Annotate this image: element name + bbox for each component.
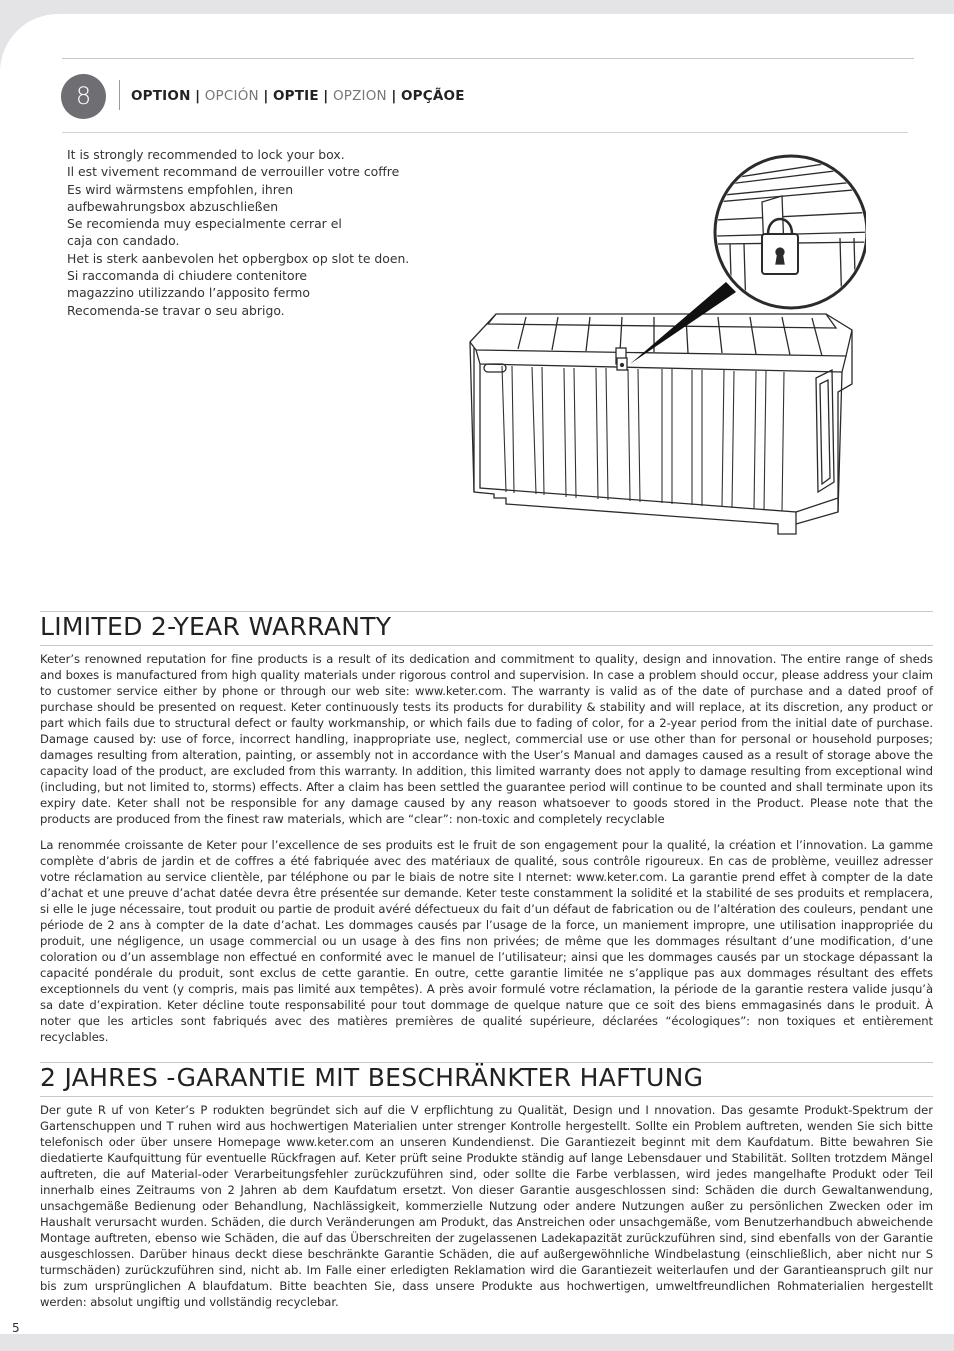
storage-box-icon bbox=[470, 314, 852, 534]
option-label-en: OPTION bbox=[131, 88, 191, 104]
instruction-line: caja con candado. bbox=[67, 233, 180, 249]
section-divider bbox=[40, 1096, 933, 1097]
warranty-text-en: Keter’s renowned reputation for fine products is a result of its dedication and commitment to quality, design and innovation. The entire range of sheds and boxes is manufactured from high quality materials under rigorous control and supervision. In case a problem should occur, please address your claim to customer service either by phone or through our web site: www.keter.com. The warranty is valid as of the date of purchase and a dated proof of purchase should be presented on request. Keter continuously tests its products for durability & stability and will replace, at its discretion, any product or part which fails due to structural defect or faulty workmanship, or which fails due to fading of color, for a 2-year period from the initial date of purchase. Damage caused by: use of force, incorrect handling, inappropriate use, neglect, commercial use or use other than for personal or household purposes; damages resulting from alteration, painting, or assembly not in accordance with the User’s Manual and damages caused as a result of storage above the capacity load of the product, are excluded from this warranty. In addition, this limited warranty does not apply to damage resulting from exceptional wind (including, but not limited to, storms) effects. After a claim has been settled the guarantee period will continue to be counted and shall terminate upon its expiry date. Keter shall not be responsible for any damage caused by any reason whatsoever to goods stored in the Product. Please note that the products are produced from the finest raw materials, which are “clear”: non-toxic and completely recyclable bbox=[40, 652, 933, 826]
instruction-line: Es wird wärmstens empfohlen, ihren bbox=[67, 181, 294, 197]
option-label-it: OPZION bbox=[332, 88, 387, 104]
warranty-text-fr: La renommée croissante de Keter pour l’excellence de ses produits est le fruit de son engagement pour la qualité, la création et l’innovation. La gamme complète d’abris de jardin et de coffres a été fabriquée avec des matériaux de qualité, sous contrôle rigoureux. En cas de problème, veuillez adresser votre réclamation au service clientèle, par téléphone ou par le biais de notre site I nternet: www.keter.com. La garantie prend effet à compter de la date d’achat et une preuve d’achat datée devra être présentée sur demande. Keter teste constamment la solidité et la stabilité de ses produits et remplacera, si elle le juge nécessaire, tout produit ou partie de produit avéré défectueux du fait d’un défaut de fabrication ou de l’altération des couleurs, pendant une période de 2 ans à compter de la date d’achat. Les dommages causés par l’usage de la force, un maniement impropre, une utilisation inappropriée du produit, une négligence, un usage commercial ou un usage à des fins non privées; de même que les dommages résultant d’une modification, d’une coloration ou d’un assemblage non effectué en conformité avec le manuel de l’utilisateur; ainsi que les dommages causés par un stockage dépassant la capacité pondérale du produit, sont exclus de cette garantie. En outre, cette garantie limitée ne s’applique pas aux dommages résultant des effets exceptionnels du vent (y compris, mais pas limité aux tempêtes). A près avoir formulé votre réclamation, la période de la garantie restera valide jusqu’à sa date d’expiration. Keter décline toute responsabilité pour tout dommage de quelque nature que ce soit des biens emmagasinés dans le produit. À noter que les articles sont fabriqués avec des matières premières de qualité supérieure, déclarées “écologiques”: non toxiques et entièrement recyclables. bbox=[40, 838, 933, 1044]
warranty-title-de: 2 JAHRES -GARANTIE MIT BESCHRÄNKTER HAFTUNG bbox=[40, 1063, 704, 1092]
option-label-es: OPCIÓN bbox=[204, 88, 259, 104]
instruction-line: Si raccomanda di chiudere contenitore bbox=[67, 268, 308, 284]
option-languages bbox=[131, 88, 465, 104]
page-number: 5 bbox=[12, 1321, 20, 1335]
step-divider bbox=[119, 80, 120, 110]
option-label-pt: OPÇÃOE bbox=[401, 88, 465, 104]
lock-instructions bbox=[67, 146, 427, 319]
option-separator: | bbox=[263, 88, 269, 104]
storage-box-padlock-illustration bbox=[466, 152, 866, 542]
warranty-text-de: Der gute R uf von Keter’s P rodukten begründet sich auf die V erpflichtung zu Qualität, Design und I nnovation. Das gesamte Produkt-Spektrum der Gartenschuppen und T ruhen wird aus hochwertigen Materialien unter strenger Kontrolle hergestellt. Sollte ein Problem auftreten, wenden Sie sich bitte telefonisch oder über unsere Homepage www.keter.com an unseren Kundendienst. Die Garantiezeit beginnt mit dem Kaufdatum. Bitte bewahren Sie diedatierte Kaufquittung für eventuelle Rückfragen auf. Keter prüft seine Produkte ständig auf lange Lebensdauer und Stabilität. Sollten trotzdem Mängel auftreten, die auf Material-oder Verarbeitungsfehler zurückzuführen sind, oder sollte die Farbe verblassen, wird jedes mangelhafte Produkt oder Teil innerhalb eines Zeitraums von 2 Jahren ab dem Kaufdatum ersetzt. Von dieser Garantie ausgeschlossen sind: Schäden die durch Gewaltanwendung, unsachgemäße Bedienung oder Behandlung, Nachlässigkeit, kommerzielle Nutzung oder andere Nutzungen außer zu persönlichen Zwecken oder im Haushalt verursacht wurden. Schäden, die durch Veränderungen am Produkt, das Anstreichen oder unsachgemäße, vom Benutzerhandbuch abweichende Montage auftreten, ebenso wie Schäden, die auf das Überschreiten der zugelassenen Ladekapazität zurückzuführen sind, sind ebenfalls von der Garantie ausgeschlossen. Darüber hinaus deckt diese beschränkte Garantie Schäden, die auf außergewöhnliche Windbelastung (einschließlich, aber nicht nur S turmschäden) zurückzuführen sind, nicht ab. Im Falle einer erledigten Reklamation wird die Garantiezeit weiterlaufen und der Garantieanspruch gilt nur bis zum ursprünglichen A blaufdatum. Bitte beachten Sie, dass unsere Produkte aus hochwertigen, umweltfreundlichen Rohmaterialien hergestellt werden: absolut ungiftig und vollständig recyclebar. bbox=[40, 1103, 933, 1309]
instruction-line: Recomenda-se travar o seu abrigo. bbox=[67, 302, 285, 318]
instruction-line: aufbewahrungsbox abzuschließen bbox=[67, 198, 279, 214]
section-divider bbox=[40, 645, 933, 646]
option-label-nl: OPTIE bbox=[272, 88, 319, 104]
instruction-line: magazzino utilizzando l’apposito fermo bbox=[67, 285, 310, 301]
top-divider bbox=[62, 58, 914, 59]
option-separator: | bbox=[391, 88, 397, 104]
instruction-line: It is strongly recommended to lock your box. bbox=[67, 147, 345, 162]
step-underline bbox=[62, 132, 908, 133]
instruction-line: Se recomienda muy especialmente cerrar el bbox=[67, 216, 342, 232]
step-number-badge: 8 bbox=[61, 74, 106, 119]
instruction-line: Il est vivement recommand de verrouiller votre coffre bbox=[67, 164, 400, 180]
option-separator: | bbox=[195, 88, 201, 104]
warranty-title-en: LIMITED 2-YEAR WARRANTY bbox=[40, 612, 392, 641]
option-separator: | bbox=[323, 88, 329, 104]
instruction-line: Het is sterk aanbevolen het opbergbox op slot te doen. bbox=[67, 250, 410, 266]
